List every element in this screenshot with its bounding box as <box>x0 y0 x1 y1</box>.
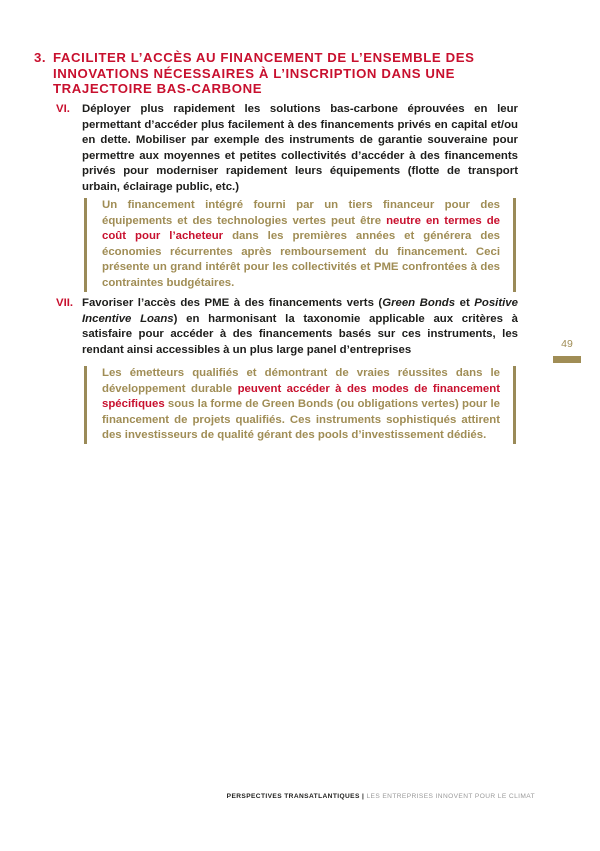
example-callout-1 <box>84 198 516 292</box>
callout-right-bar <box>513 366 516 444</box>
recommendation-vi <box>56 102 518 196</box>
example-callout-2 <box>84 366 516 444</box>
callout-left-bar <box>84 366 87 444</box>
recommendation-text: Favoriser l’accès des PME à des financements verts (Green Bonds et Positive Incentive Loans) en harmonisant la taxonomie applicable aux critères à satisfaire pour accéder à des financements basés sur ces instruments, les rendant ainsi accessibles à un plus large panel d’entreprises <box>82 297 518 356</box>
running-footer <box>227 793 535 800</box>
callout-highlight: neutre en termes de coût pour l’acheteur <box>102 214 500 243</box>
footer-separator: | <box>359 793 367 800</box>
page-number-bar <box>553 356 581 363</box>
recommendation-numeral: VI. <box>56 103 70 115</box>
recommendation-numeral: VII. <box>56 297 74 309</box>
callout-text: Les émetteurs qualifiés et démontrant de vraies réussites dans le développement durable peuvent accéder à des modes de financement spécifiques sous la forme de Green Bonds (ou obligations vertes) pour le financement de projets qualifiés. Ces instruments sophistiqués attirent des investisseurs de qualité gérant des pools d’investissement dédiés. <box>102 367 500 442</box>
section-number: 3. <box>34 50 47 65</box>
section-heading <box>34 50 504 97</box>
recommendation-text: Déployer plus rapidement les solutions bas-carbone éprouvées en leur permettant d’accéder plus facilement à des financements privés en capital et/ou en dette. Mobiliser par exemple des instruments de garantie souveraine pour permettre aux moyennes et petites collectivités d’accéder à des financements privés pour moderniser rapidement leurs équipements (flotte de transport urbain, éclairage public, etc.) <box>82 103 518 193</box>
callout-text: Un financement intégré fourni par un tiers financeur pour des équipements et des technologies vertes peut être neutre en termes de coût pour l’acheteur dans les premières années et générera des économies récurrentes après remboursement du financement. Ceci présente un grand intérêt pour les collectivités et PME confrontées à des contraintes budgétaires. <box>102 199 500 289</box>
callout-left-bar <box>84 198 87 292</box>
page-number: 49 <box>561 338 573 350</box>
callout-right-bar <box>513 198 516 292</box>
footer-subtitle: LES ENTREPRISES INNOVENT POUR LE CLIMAT <box>366 793 535 800</box>
footer-publication: PERSPECTIVES TRANSATLANTIQUES <box>226 793 360 800</box>
recommendation-vii <box>56 296 518 358</box>
section-title: FACILITER L’ACCÈS AU FINANCEMENT DE L’ENSEMBLE DES INNOVATIONS NÉCESSAIRES À L’INSCRIPTION DANS UNE TRAJECTOIRE BAS-CARBONE <box>53 50 475 96</box>
callout-highlight: peuvent accéder à des modes de financement spécifiques <box>102 382 500 411</box>
